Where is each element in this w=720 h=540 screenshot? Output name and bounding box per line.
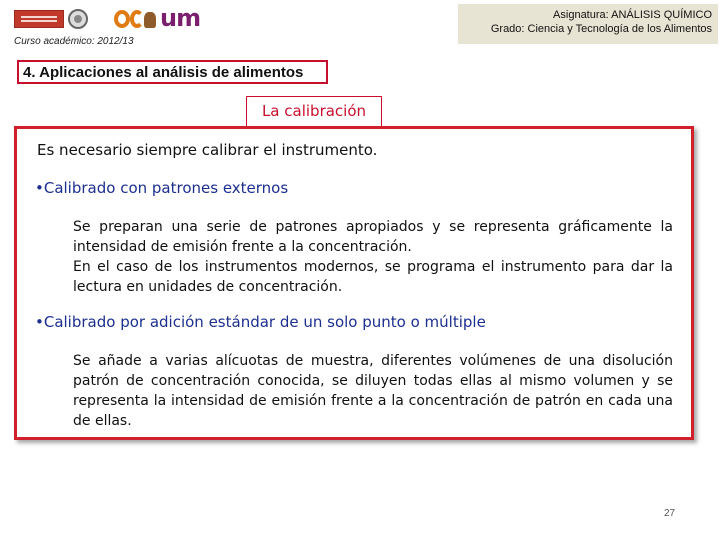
paragraph-standard-addition (73, 351, 673, 431)
subject-line: Asignatura: ANÁLISIS QUÍMICO (553, 9, 712, 21)
course-year-label: Curso académico: 2012/13 (14, 36, 134, 47)
slide-subtitle: La calibración (246, 96, 382, 126)
ocw-figure-icon (144, 12, 156, 28)
bullet-external-standards: •Calibrado con patrones externos (35, 179, 289, 197)
bullet-standard-addition: •Calibrado por adición estándar de un solo punto o múltiple (35, 313, 486, 331)
ocw-c-icon (130, 10, 144, 28)
ocw-o-icon (114, 10, 130, 28)
university-logo (14, 8, 104, 30)
degree-line: Grado: Ciencia y Tecnología de los Alimentos (490, 23, 712, 35)
ocw-logo (114, 8, 154, 30)
content-box (14, 126, 694, 440)
paragraph-line: Se preparan una serie de patrones apropiados y se representa gráficamente la intensidad de emisión frente a la concentración. (73, 219, 673, 255)
intro-text: Es necesario siempre calibrar el instrumento. (37, 141, 378, 159)
university-banner-icon (14, 10, 64, 28)
page-number: 27 (664, 508, 676, 519)
section-heading: 4. Aplicaciones al análisis de alimentos (17, 60, 328, 84)
paragraph-external-standards (73, 217, 673, 297)
paragraph-line: En el caso de los instrumentos modernos, se programa el instrumento para dar la lectura en unidades de concentración. (73, 259, 673, 295)
subject-info-box (458, 4, 718, 44)
um-logo: um (160, 4, 201, 32)
paragraph-line: Se añade a varias alícuotas de muestra, diferentes volúmenes de una disolución patrón de concentración conocida, se diluyen todas ellas al mismo volumen y se representa la intensidad de emisión frente a la concentración de patrón en cada una de ellas. (73, 353, 673, 429)
university-seal-icon (68, 9, 88, 29)
